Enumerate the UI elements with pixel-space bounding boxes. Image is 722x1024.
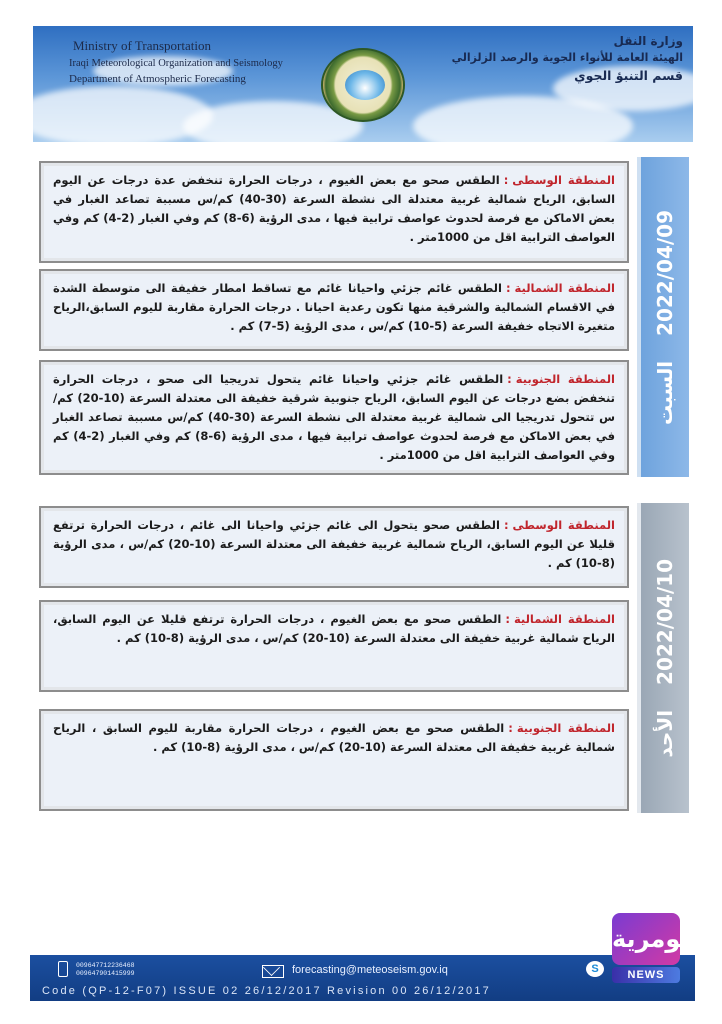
header-banner [33, 26, 693, 142]
forecast-card-northern: المنطقة الشمالية:الطقس صحو مع بعض الغيوم ، درجات الحرارة ترتفع قليلا عن اليوم السابق، الرياح شمالية غربية خفيفة الى معتدلة السرعة (10-20) كم/س ، مدى الرؤية (8-10) كم . [39, 600, 629, 692]
ministry-name-en: Ministry of Transportation [73, 38, 211, 53]
region-label: المنطقة الجنوبية [516, 721, 615, 735]
phone-number: 009647901415999 [76, 970, 135, 977]
watermark-top: السومرية [612, 913, 680, 965]
department-name-ar: قسم التنبؤ الجوي [574, 68, 683, 83]
ministry-name-ar: وزارة النقل [613, 34, 683, 48]
forecast-date: 2022/04/09 [653, 209, 677, 336]
region-label: المنطقة الشمالية [514, 281, 615, 295]
date-label [653, 210, 677, 425]
date-column [637, 157, 689, 477]
forecast-day-1 [33, 157, 689, 477]
forecast-card-central: المنطقة الوسطى:الطقس صحو يتحول الى غائم جزئي واحيانا الى غائم ، درجات الحرارة ترتفع قليلا عن اليوم السابق، الرياح شمالية غربية خفيفة الى معتدلة السرعة (10-20) كم/س ، مدى الرؤية (8-10) كم . [39, 506, 629, 588]
organization-logo [321, 48, 405, 122]
forecast-text: الطقس غائم جزئي واحيانا غائم يتحول تدريجيا الى صحو ، درجات الحرارة تنخفض بضع درجات عن اليوم السابق، الرياح جنوبية شرقية خفيفة الى معتدلة السرعة (10-20) كم/س تتحول تدريجيا الى شمالية غربية معتدلة الى نشطة السرعة (30-40) كم/س مسببة تصاعد الغبار في بعض الاماكن مع فرصة لحدوث عواصف ترابية فيها ، مدى الرؤية (6-8) كم وفي الغبار (2-4) كم وفي العواصف الترابية اقل من 1000متر . [53, 372, 615, 462]
date-label [653, 559, 677, 758]
phone-number: 009647712236468 [76, 962, 135, 969]
forecast-card-southern: المنطقة الجنوبية:الطقس غائم جزئي واحيانا غائم يتحول تدريجيا الى صحو ، درجات الحرارة تنخفض بضع درجات عن اليوم السابق، الرياح جنوبية شرقية خفيفة الى معتدلة السرعة (10-20) كم/س تتحول تدريجيا الى شمالية غربية معتدلة الى نشطة السرعة (30-40) كم/س مسببة تصاعد الغبار في بعض الاماكن مع فرصة لحدوث عواصف ترابية فيها ، مدى الرؤية (6-8) كم وفي الغبار (2-4) كم وفي العواصف الترابية اقل من 1000متر . [39, 360, 629, 475]
header-arabic-block [452, 34, 683, 83]
organization-name-en: Iraqi Meteorological Organization and Seismology [69, 58, 283, 69]
logo-emblem-icon [345, 70, 385, 100]
skype-icon: S [586, 961, 604, 977]
date-column [637, 503, 689, 813]
forecast-card-central: المنطقة الوسطى:الطقس صحو مع بعض الغيوم ، درجات الحرارة تنخفض عدة درجات عن اليوم السابق، الرياح شمالية غربية معتدلة الى نشطة السرعة (30-40) كم/س مسببة تصاعد الغبار في بعض الاماكن مع فرصة لحدوث عواصف ترابية فيها ، مدى الرؤية (6-8) كم وفي الغبار (2-4) كم وفي العواصف الترابية اقل من 1000متر . [39, 161, 629, 263]
forecast-date: 2022/04/10 [653, 558, 677, 685]
region-label: المنطقة الشمالية [513, 612, 615, 626]
mail-icon [262, 965, 284, 978]
email-address[interactable]: forecasting@meteoseism.gov.iq [292, 964, 448, 976]
forecast-day-name: الأحد [653, 709, 677, 758]
region-label: المنطقة الوسطى [512, 518, 615, 532]
forecast-day-2 [33, 503, 689, 813]
organization-name-ar: الهيئة العامة للأنواء الجوية والرصد الزلزالي [451, 51, 683, 64]
document-code: Code (QP-12-F07) ISSUE 02 26/12/2017 Revision 00 26/12/2017 [42, 985, 491, 997]
forecast-card-northern: المنطقة الشمالية:الطقس غائم جزئي واحيانا غائم مع تساقط امطار خفيفة الى متوسطة الشدة في الاقسام الشمالية والشرقية منها تكون رعدية احيانا . درجات الحرارة مقاربة لليوم السابق،الرياح متغيرة الاتجاه خفيفة السرعة (5-10) كم/س ، مدى الرؤية (5-7) كم . [39, 269, 629, 351]
forecast-text: الطقس صحو مع بعض الغيوم ، درجات الحرارة ترتفع قليلا عن اليوم السابق، الرياح شمالية غربية خفيفة الى معتدلة السرعة (10-20) كم/س ، مدى الرؤية (8-10) كم . [53, 612, 615, 645]
phone-icon [58, 961, 68, 977]
forecast-text: الطقس غائم جزئي واحيانا غائم مع تساقط امطار خفيفة الى متوسطة الشدة في الاقسام الشمالية والشرقية منها تكون رعدية احيانا . درجات الحرارة مقاربة لليوم السابق،الرياح متغيرة الاتجاه خفيفة السرعة (5-10) كم/س ، مدى الرؤية (5-7) كم . [53, 281, 615, 333]
region-label: المنطقة الجنوبية [515, 372, 615, 386]
watermark-news-label: NEWS [612, 967, 680, 983]
department-name-en: Department of Atmospheric Forecasting [69, 73, 246, 85]
forecast-text: الطقس صحو يتحول الى غائم جزئي واحيانا الى غائم ، درجات الحرارة ترتفع قليلا عن اليوم السابق، الرياح شمالية غربية خفيفة الى معتدلة السرعة (10-20) كم/س ، مدى الرؤية (8-10) كم . [53, 518, 615, 570]
forecast-text: الطقس صحو مع بعض الغيوم ، درجات الحرارة تنخفض عدة درجات عن اليوم السابق، الرياح شمالية غربية معتدلة الى نشطة السرعة (30-40) كم/س مسببة تصاعد الغبار في بعض الاماكن مع فرصة لحدوث عواصف ترابية فيها ، مدى الرؤية (6-8) كم وفي الغبار (2-4) كم وفي العواصف الترابية اقل من 1000متر . [53, 173, 616, 244]
cloud-decoration [13, 86, 213, 146]
header-english-block [69, 38, 283, 85]
news-watermark-logo [612, 913, 722, 983]
forecast-day-name: السبت [653, 360, 677, 425]
forecast-card-southern: المنطقة الجنوبية:الطقس صحو مع بعض الغيوم ، درجات الحرارة مقاربة لليوم السابق ، الرياح شمالية غربية خفيفة الى معتدلة السرعة (10-20) كم/س ، مدى الرؤية (8-10) كم . [39, 709, 629, 811]
forecast-text: الطقس صحو مع بعض الغيوم ، درجات الحرارة مقاربة لليوم السابق ، الرياح شمالية غربية خفيفة الى معتدلة السرعة (10-20) كم/س ، مدى الرؤية (8-10) كم . [53, 721, 615, 754]
region-label: المنطقة الوسطى [512, 173, 615, 187]
phone-numbers [76, 962, 135, 978]
footer-bar [30, 955, 695, 1001]
